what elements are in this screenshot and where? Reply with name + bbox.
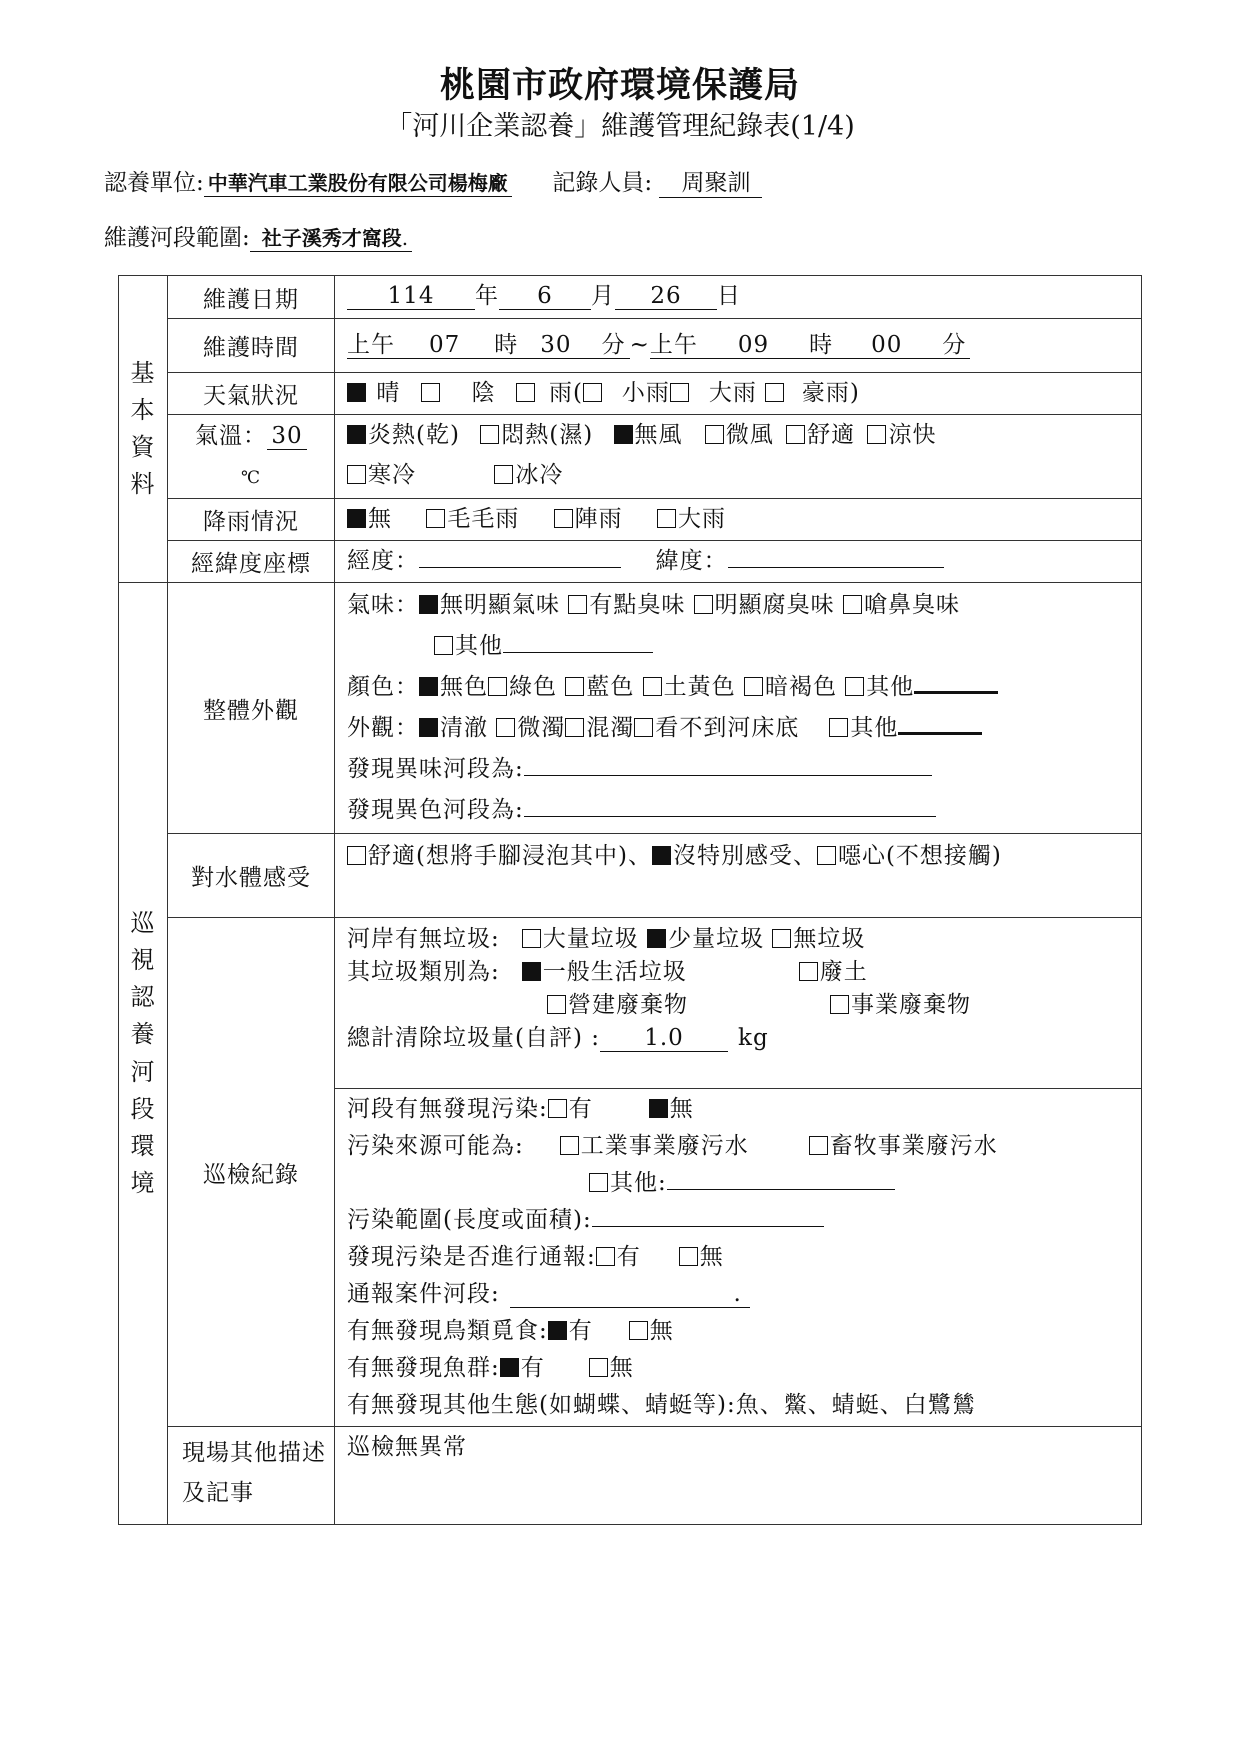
color-other-checkbox[interactable] (845, 677, 864, 696)
color-green-checkbox[interactable] (488, 677, 507, 696)
adoption-unit-label: 認養單位: (104, 170, 204, 196)
odd-smell-label: 發現異味河段為: (347, 756, 524, 782)
date-day: 26 (615, 283, 717, 310)
freezing-checkbox[interactable] (494, 465, 513, 484)
rainfall-label: 降雨情況 (168, 499, 335, 541)
patrol-record-content (335, 918, 1142, 1427)
river-range-row (104, 219, 412, 252)
pollution-no-checkbox[interactable] (649, 1099, 668, 1118)
medium-rain-checkbox[interactable] (670, 383, 689, 402)
odd-color-label: 發現異色河段為: (347, 797, 524, 823)
pollution-block: 河段有無發現污染: 有 無 污染來源可能為: 工業事業廢污水 畜牧事業廢污水 其他: 污染範圍(長度或面積): 發現污染是否進行通報: 有 無 通報案件河段: . 有無發現鳥類覓食: 有 無 有無發現魚群: 有 無 有無發現其他生態(如蝴蝶、蜻蜓等):魚、鱉、蜻蜓、白鷺鷥 (347, 1096, 998, 1418)
time-separator: ~ (629, 332, 650, 358)
color-other-field[interactable] (914, 690, 998, 694)
date-label: 維護日期 (168, 276, 335, 319)
latitude-field[interactable] (728, 566, 944, 568)
report-yes-checkbox[interactable] (596, 1247, 615, 1266)
drizzle-checkbox[interactable] (426, 509, 445, 528)
time-end: 上午 09 時 00 分 (650, 332, 971, 359)
temperature-options: 炎熱(乾) 悶熱(濕) 無風 微風 舒適 涼快 寒冷 冰冷 (335, 415, 1142, 499)
temperature-value: 30 (267, 423, 307, 450)
latitude-label: 緯度： (655, 548, 728, 574)
weather-label: 天氣狀況 (168, 373, 335, 415)
cold-checkbox[interactable] (347, 465, 366, 484)
odor-rotten-checkbox[interactable] (694, 595, 713, 614)
odor-other-checkbox[interactable] (434, 636, 453, 655)
trash-block: 河岸有無垃圾: 大量垃圾 少量垃圾 無垃圾 其垃圾類別為: 一般生活垃圾 廢土 營建廢棄物 事業廢棄物 總計清除垃圾量(自評) : 1.0 kg (335, 918, 1141, 1089)
trash-construction-checkbox[interactable] (547, 995, 566, 1014)
light-rain-checkbox[interactable] (583, 383, 602, 402)
bird-yes-checkbox[interactable] (548, 1321, 567, 1340)
river-range-label: 維護河段範圍: (104, 225, 250, 251)
adoption-unit-value: 中華汽車工業股份有限公司楊梅廠 (204, 167, 512, 197)
fish-no-checkbox[interactable] (589, 1358, 608, 1377)
recorder-value: 周聚訓 (659, 164, 762, 198)
notes-value: 巡檢無異常 (335, 1427, 1142, 1525)
rain-none-checkbox[interactable] (347, 509, 366, 528)
trash-business-checkbox[interactable] (830, 995, 849, 1014)
feeling-comfortable-checkbox[interactable] (347, 846, 366, 865)
year-unit: 年 (475, 283, 499, 309)
comfortable-checkbox[interactable] (786, 425, 805, 444)
odd-smell-field[interactable] (524, 774, 932, 776)
time-start: 上午 07 時 30 分 (347, 332, 630, 359)
source-other-checkbox[interactable] (589, 1173, 608, 1192)
no-wind-checkbox[interactable] (614, 425, 633, 444)
hot-humid-checkbox[interactable] (480, 425, 499, 444)
trash-general-checkbox[interactable] (522, 962, 541, 981)
source-livestock-checkbox[interactable] (809, 1136, 828, 1155)
time-value (335, 319, 1142, 373)
shower-checkbox[interactable] (554, 509, 573, 528)
odor-slight-checkbox[interactable] (568, 595, 587, 614)
section-patrol: 巡 視 認 養 河 段 環 境 (119, 583, 168, 1525)
look-turbid-checkbox[interactable] (565, 718, 584, 737)
heavy-rain-checkbox[interactable] (765, 383, 784, 402)
weather-options: 晴 陰 雨( 小雨 大雨 豪雨) (335, 373, 1142, 415)
heavy-rainfall-checkbox[interactable] (657, 509, 676, 528)
recorder-label: 記錄人員: (552, 170, 653, 196)
trash-small-checkbox[interactable] (647, 929, 666, 948)
trash-soil-checkbox[interactable] (799, 962, 818, 981)
report-no-checkbox[interactable] (679, 1247, 698, 1266)
weather-sunny-checkbox[interactable] (347, 383, 366, 402)
look-clear-checkbox[interactable] (419, 718, 438, 737)
color-blue-checkbox[interactable] (565, 677, 584, 696)
longitude-field[interactable] (419, 566, 621, 568)
document-subtitle: 「河川企業認養」維護管理紀錄表(1/4) (385, 111, 855, 142)
weather-cloudy-checkbox[interactable] (421, 383, 440, 402)
adoption-unit-row (104, 164, 762, 198)
odor-pungent-checkbox[interactable] (843, 595, 862, 614)
date-value (335, 276, 1142, 319)
record-table (118, 275, 1142, 1525)
odor-other-field[interactable] (503, 651, 653, 653)
look-other-field[interactable] (898, 731, 982, 735)
coords-label: 經緯度座標 (168, 541, 335, 583)
time-label: 維護時間 (168, 319, 335, 373)
feeling-label: 對水體感受 (168, 834, 335, 918)
temperature-unit: ℃ (240, 467, 262, 488)
notes-label: 現場其他描述及記事 (168, 1427, 335, 1525)
date-month: 6 (499, 283, 591, 310)
source-industrial-checkbox[interactable] (560, 1136, 579, 1155)
feeling-neutral-checkbox[interactable] (652, 846, 671, 865)
ecology-value: 魚、鱉、蜻蜓、白鷺鷥 (735, 1392, 976, 1418)
cool-checkbox[interactable] (867, 425, 886, 444)
case-river-field[interactable]: . (510, 1281, 750, 1308)
appearance-label: 整體外觀 (168, 583, 335, 834)
document-title: 桃園市政府環境保護局 (439, 65, 800, 106)
color-none-checkbox[interactable] (419, 677, 438, 696)
river-range-value: 社子溪秀才窩段. (250, 222, 412, 252)
feeling-disgust-checkbox[interactable] (817, 846, 836, 865)
fish-yes-checkbox[interactable] (500, 1358, 519, 1377)
bird-no-checkbox[interactable] (629, 1321, 648, 1340)
longitude-label: 經度： (347, 548, 419, 574)
source-other-field[interactable] (667, 1188, 895, 1190)
odor-none-checkbox[interactable] (419, 595, 438, 614)
color-brown-checkbox[interactable] (744, 677, 763, 696)
odd-color-field[interactable] (524, 815, 936, 817)
rainfall-options: 無 毛毛雨 陣雨 大雨 (335, 499, 1142, 541)
look-other-checkbox[interactable] (829, 718, 848, 737)
look-slightly-turbid-checkbox[interactable] (496, 718, 515, 737)
day-unit: 日 (717, 283, 741, 309)
trash-none-checkbox[interactable] (772, 929, 791, 948)
hot-dry-checkbox[interactable] (347, 425, 366, 444)
patrol-record-label: 巡檢紀錄 (168, 918, 335, 1427)
temperature-label: 氣溫： (195, 422, 267, 449)
breeze-checkbox[interactable] (705, 425, 724, 444)
trash-amount-value: 1.0 (600, 1025, 728, 1052)
look-no-bed-checkbox[interactable] (634, 718, 653, 737)
date-year: 114 (347, 283, 475, 310)
color-yellow-checkbox[interactable] (643, 677, 662, 696)
feeling-options: 舒適(想將手腳浸泡其中)、 沒特別感受、 噁心(不想接觸) (335, 834, 1142, 918)
section-basic-info: 基 本 資 料 (119, 276, 168, 583)
temperature-cell (168, 415, 335, 499)
coords-value (335, 541, 1142, 583)
trash-large-checkbox[interactable] (522, 929, 541, 948)
pollution-yes-checkbox[interactable] (548, 1099, 567, 1118)
pollution-range-field[interactable] (592, 1225, 824, 1227)
weather-rain-checkbox[interactable] (516, 383, 535, 402)
month-unit: 月 (591, 283, 615, 309)
appearance-content: 氣味： 無明顯氣味 有點臭味 明顯腐臭味 嗆鼻臭味 其他 顏色： 無色 綠色 藍色 土黃色 暗褐色 其他 外觀： 清澈 微濁 混濁 看不到河床底 其他 發現異味河段為: 發現異色河段為: (335, 583, 1142, 834)
